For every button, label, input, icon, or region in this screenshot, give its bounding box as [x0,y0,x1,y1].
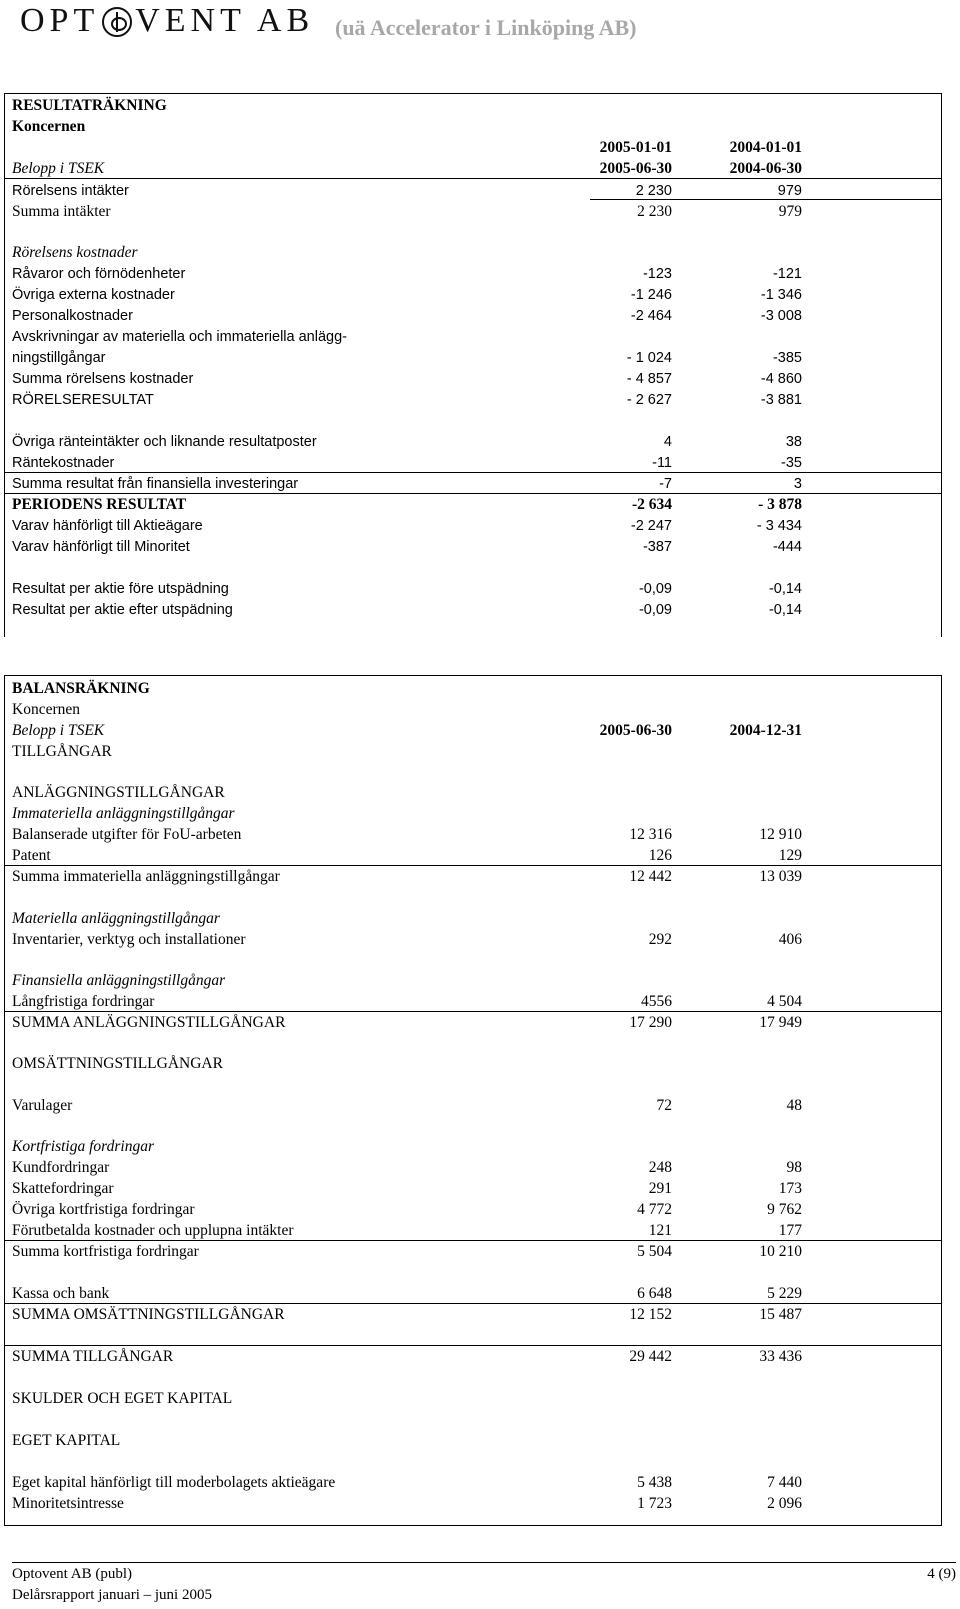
income-header-rule [5,178,942,179]
row-label: Kortfristiga fordringar [12,1138,154,1155]
footer-company: Optovent AB (publ) [12,1566,132,1582]
row-value-2005: -123 [642,266,672,282]
row-label: Rörelsens kostnader [12,244,138,261]
row-value-2004: 38 [785,434,802,450]
row-label: Summa resultat från finansiella investeringar [12,476,299,492]
income-title-row [12,95,802,117]
row-value-2005: 4556 [641,993,672,1010]
balance-row [12,1241,802,1263]
income-row [12,347,802,369]
row-value-2004: 13 039 [759,868,802,885]
row-value-2004: -444 [772,539,802,555]
income-row [12,599,802,621]
row-label: Personalkostnader [12,308,133,324]
row-value-2005: 6 648 [637,1285,672,1302]
row-value-2004: 173 [778,1180,802,1197]
company-logo: OPT VENT AB [20,2,315,39]
row-value-2004: -35 [781,455,802,471]
row-label: Rörelsens intäkter [12,183,129,199]
row-label: Summa immateriella anläggningstillgångar [12,868,280,885]
row-value-2004: 406 [778,931,802,948]
balance-row [12,1157,802,1179]
footer-page-number: 4 (9) [927,1566,956,1582]
row-value-2004: 10 210 [759,1243,802,1260]
balance-row [12,1304,802,1326]
row-label: SUMMA TILLGÅNGAR [12,1348,174,1365]
row-value-2004: -0,14 [768,581,802,597]
income-period-to-row [12,158,802,180]
row-label: EGET KAPITAL [12,1432,121,1449]
balance-row [12,803,802,825]
row-label: Eget kapital hänförligt till moderbolagets aktieägare [12,1474,336,1491]
balance-row [12,741,802,763]
row-value-2005: 12 316 [629,826,672,843]
row-value-2005: -0,09 [638,581,672,597]
income-group-row [12,116,802,138]
row-value-2005: - 2 627 [626,392,672,408]
income-row [12,305,802,327]
row-label: RÖRELSERESULTAT [12,392,154,408]
row-label: TILLGÅNGAR [12,743,112,760]
row-value-2004: 12 910 [759,826,802,843]
row-label: Övriga ränteintäkter och liknande resultatposter [12,434,317,450]
income-row [12,431,802,453]
row-value-2005: -2 634 [631,496,672,513]
row-label: Råvaror och förnödenheter [12,266,186,282]
income-row [12,473,802,495]
row-value-2004: 177 [778,1222,802,1239]
caduceus-icon [102,7,132,37]
balance-row [12,908,802,930]
row-value-2004: 979 [778,203,802,220]
row-label: Minoritetsintresse [12,1495,124,1512]
balance-date-row [12,720,802,742]
row-label: SUMMA ANLÄGGNINGSTILLGÅNGAR [12,1014,286,1031]
balance-currency: Belopp i TSEK [12,722,105,739]
row-label: Långfristiga fordringar [12,993,155,1010]
row-value-2005: 2 230 [637,203,672,220]
row-label: Summa intäkter [12,203,111,220]
row-value-2005: 5 438 [637,1474,672,1491]
balance-row [12,1283,802,1305]
row-value-2005: -2 464 [630,308,672,324]
row-value-2005: 17 290 [629,1014,672,1031]
income-row [12,242,802,264]
row-label: ningstillgångar [12,350,106,366]
row-value-2005: 291 [648,1180,672,1197]
sum-rule [590,199,942,200]
company-subtitle: (uä Accelerator i Linköping AB) [335,15,637,40]
row-value-2004: 17 949 [759,1014,802,1031]
row-label: SUMMA OMSÄTTNINGSTILLGÅNGAR [12,1306,285,1323]
income-period1-from: 2005-01-01 [599,139,672,156]
row-value-2005: -11 [652,455,672,471]
row-label: Varav hänförligt till Minoritet [12,539,190,555]
income-period-from-row [12,137,802,159]
row-value-2005: - 4 857 [626,371,672,387]
row-value-2005: 5 504 [637,1243,672,1260]
balance-date1: 2005-06-30 [599,722,672,739]
row-label: PERIODENS RESULTAT [12,496,187,513]
balance-row [12,1199,802,1221]
row-value-2004: -1 346 [760,287,802,303]
balance-group: Koncernen [12,701,80,718]
row-value-2005: 292 [648,931,672,948]
row-value-2004: - 3 878 [758,496,802,513]
row-value-2004: -121 [772,266,802,282]
row-value-2005: 126 [648,847,672,864]
balance-row [12,1220,802,1242]
page-header [8,0,948,44]
balance-row [12,824,802,846]
income-period2-to: 2004-06-30 [729,160,802,177]
row-value-2004: 33 436 [759,1348,802,1365]
income-row [12,515,802,537]
income-row-result [12,494,802,516]
row-value-2005: 29 442 [629,1348,672,1365]
row-value-2004: 9 762 [767,1201,802,1218]
income-period2-from: 2004-01-01 [729,139,802,156]
row-value-2004: -3 008 [760,308,802,324]
row-value-2005: 121 [648,1222,672,1239]
row-value-2004: - 3 434 [756,518,802,534]
row-value-2004: 48 [786,1097,802,1114]
balance-title-row [12,678,802,700]
income-row [12,389,802,411]
row-value-2004: 5 229 [767,1285,802,1302]
row-label: Summa rörelsens kostnader [12,371,194,387]
row-label: Avskrivningar av materiella och immateriella anlägg- [12,329,347,345]
row-label: Räntekostnader [12,455,115,471]
row-value-2004: -385 [772,350,802,366]
income-row [12,263,802,285]
income-row [12,201,802,223]
balance-row [12,866,802,888]
income-row [12,368,802,390]
balance-row [12,1346,802,1368]
row-label: Kassa och bank [12,1285,110,1302]
balance-row [12,1012,802,1034]
row-value-2005: 12 152 [629,1306,672,1323]
row-value-2005: -387 [642,539,672,555]
row-label: Materiella anläggningstillgångar [12,910,220,927]
row-value-2004: 7 440 [767,1474,802,1491]
balance-row [12,991,802,1013]
income-currency: Belopp i TSEK [12,160,105,177]
row-label: Inventarier, verktyg och installationer [12,931,246,948]
income-row [12,284,802,306]
row-value-2004: 979 [777,183,802,199]
row-value-2004: 2 096 [767,1495,802,1512]
balance-row [12,845,802,867]
row-value-2005: -1 246 [630,287,672,303]
footer-rule [12,1562,956,1563]
row-value-2004: 129 [778,847,802,864]
balance-row [12,1472,802,1494]
row-label: Skattefordringar [12,1180,114,1197]
row-label: SKULDER OCH EGET KAPITAL [12,1390,233,1407]
row-value-2005: 2 230 [635,183,672,199]
row-label: Varav hänförligt till Aktieägare [12,518,203,534]
income-row [12,326,802,348]
row-value-2004: 15 487 [759,1306,802,1323]
row-label: Varulager [12,1097,73,1114]
balance-row [12,970,802,992]
row-value-2005: 1 723 [637,1495,672,1512]
row-label: Balanserade utgifter för FoU-arbeten [12,826,242,843]
balance-row [12,1095,802,1117]
row-label: ANLÄGGNINGSTILLGÅNGAR [12,784,225,801]
income-row [12,578,802,600]
row-value-2005: - 1 024 [626,350,672,366]
balance-row [12,1388,802,1410]
row-value-2005: -7 [659,476,672,492]
balance-row [12,1430,802,1452]
row-value-2005: 4 [663,434,672,450]
row-label: Resultat per aktie efter utspädning [12,602,233,618]
balance-row [12,1136,802,1158]
row-value-2005: 12 442 [629,868,672,885]
row-value-2005: -2 247 [630,518,672,534]
row-value-2005: -0,09 [638,602,672,618]
balance-row [12,1178,802,1200]
balance-row [12,782,802,804]
row-label: Summa kortfristiga fordringar [12,1243,199,1260]
income-row [12,452,802,474]
row-value-2004: 3 [793,476,802,492]
footer-report: Delårsrapport januari – juni 2005 [12,1587,212,1603]
income-group: Koncernen [12,118,86,135]
row-value-2005: 4 772 [637,1201,672,1218]
row-label: Övriga externa kostnader [12,287,175,303]
balance-date2: 2004-12-31 [729,722,802,739]
row-value-2004: 98 [786,1159,802,1176]
balance-row [12,929,802,951]
balance-title: BALANSRÄKNING [12,680,150,697]
balance-row [12,1493,802,1515]
balance-row [12,1053,802,1075]
income-row [12,536,802,558]
row-label: Kundfordringar [12,1159,110,1176]
income-title: RESULTATRÄKNING [12,97,167,114]
row-label: OMSÄTTNINGSTILLGÅNGAR [12,1055,223,1072]
row-value-2004: -4 860 [760,371,802,387]
row-label: Finansiella anläggningstillgångar [12,972,226,989]
row-value-2005: 72 [656,1097,672,1114]
balance-group-row [12,699,802,721]
row-label: Övriga kortfristiga fordringar [12,1201,195,1218]
row-value-2005: 248 [648,1159,672,1176]
row-label: Resultat per aktie före utspädning [12,581,229,597]
row-label: Immateriella anläggningstillgångar [12,805,235,822]
row-label: Patent [12,847,51,864]
row-value-2004: -3 881 [760,392,802,408]
row-value-2004: -0,14 [768,602,802,618]
income-period1-to: 2005-06-30 [599,160,672,177]
row-value-2004: 4 504 [767,993,802,1010]
row-label: Förutbetalda kostnader och upplupna intäkter [12,1222,294,1239]
